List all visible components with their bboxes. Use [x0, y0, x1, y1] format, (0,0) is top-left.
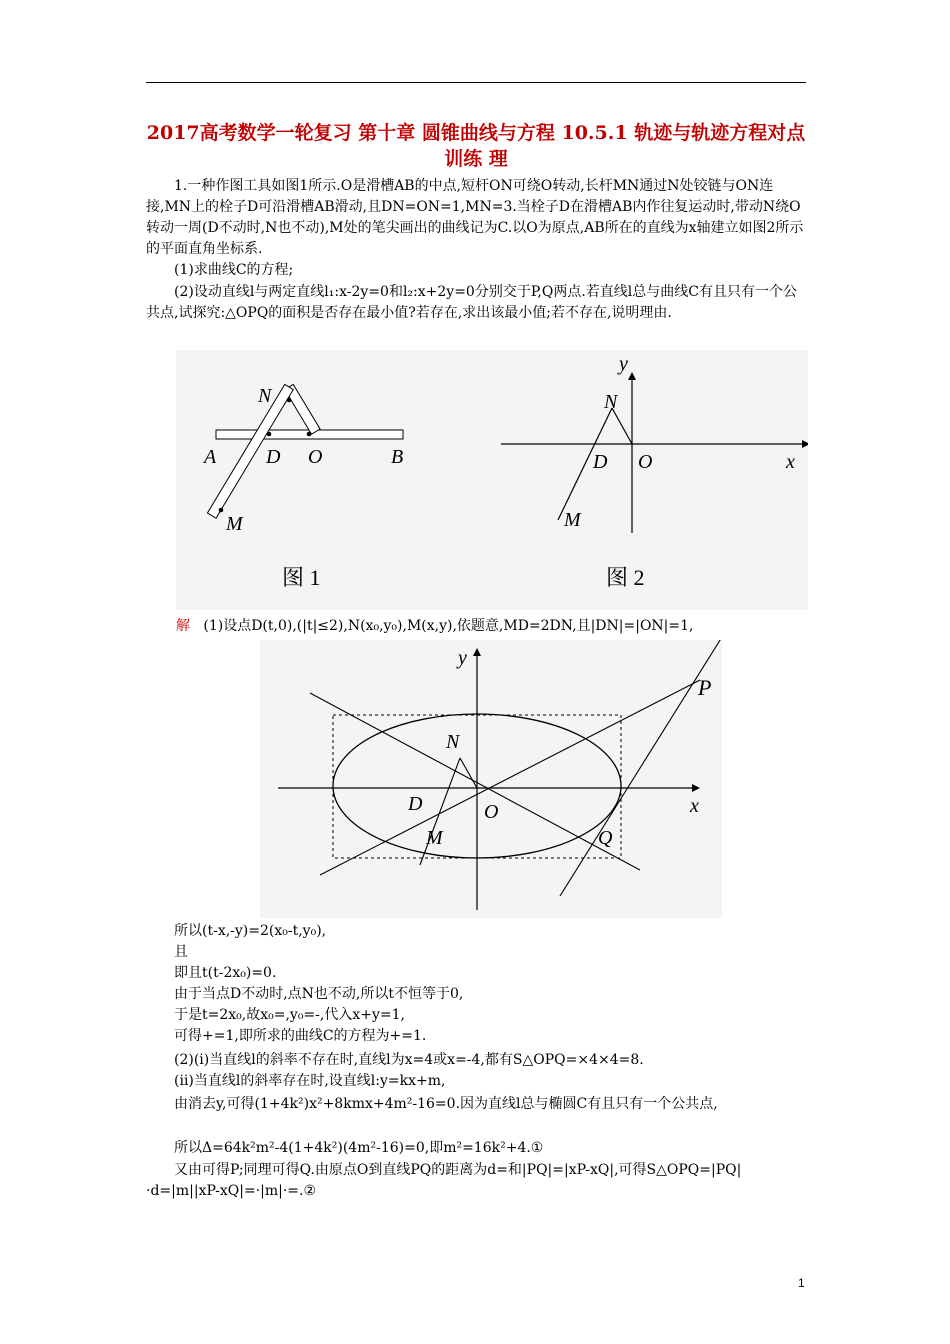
- solution-line-1: (1)设点D(t,0),(|t|≤2),N(x₀,y₀),M(x,y),依题意,MD=2DN,且|DN|=|ON|=1,: [203, 618, 694, 634]
- figure-3: [260, 640, 722, 918]
- solution-line: (ⅱ)当直线l的斜率存在时,设直线l:y=kx+m,: [174, 1073, 446, 1089]
- solution-line: 所以Δ=64k²m²-4(1+4k²)(4m²-16)=0,即m²=16k²+4.①: [174, 1140, 544, 1156]
- question-1: (1)求曲线C的方程;: [174, 262, 294, 278]
- label-O: O: [484, 801, 499, 823]
- label-N: N: [446, 731, 460, 753]
- page-number: 1: [798, 1276, 805, 1290]
- label-M: M: [426, 827, 443, 849]
- figure-1-caption: 图 1: [282, 565, 321, 590]
- solution-line: 且: [174, 944, 188, 960]
- label-B: B: [391, 446, 404, 468]
- solution-line: 可得+=1,即所求的曲线C的方程为+=1.: [174, 1028, 427, 1044]
- pivot-N-dot: [287, 398, 292, 403]
- label-N: N: [604, 391, 618, 413]
- figure-3-background: [260, 640, 722, 918]
- label-x: x: [690, 795, 699, 817]
- label-O: O: [308, 446, 323, 468]
- label-O: O: [638, 451, 653, 473]
- question-2: (2)设动直线l与两定直线l₁:x-2y=0和l₂:x+2y=0分别交于P,Q两点.若直线l总与曲线C有且只有一个公共点,试探究:△OPQ的面积是否存在最小值?若存在,求出该最小值;若不存在,说明理由.: [146, 284, 797, 321]
- label-M: M: [564, 509, 581, 531]
- label-y: y: [458, 647, 467, 669]
- label-N: N: [258, 385, 272, 407]
- page-title: 2017高考数学一轮复习 第十章 圆锥曲线与方程 10.5.1 轨迹与轨迹方程对点训练 理: [146, 122, 806, 170]
- pin-D-dot: [267, 432, 272, 437]
- solution-line: 于是t=2x₀,故x₀=,y₀=-,代入x+y=1,: [174, 1007, 405, 1023]
- pen-M-dot: [219, 508, 224, 513]
- pivot-O-dot: [307, 432, 312, 437]
- solution-line: 又由可得P;同理可得Q.由原点O到直线PQ的距离为d=和|PQ|=|xP-xQ|,可得S△OPQ=|PQ|·d=|m||xP-xQ|=·|m|·=.②: [146, 1162, 742, 1199]
- label-P: P: [698, 675, 712, 700]
- problem-intro: 1.一种作图工具如图1所示.O是滑槽AB的中点,短杆ON可绕O转动,长杆MN通过N处铰链与ON连接,MN上的栓子D可沿滑槽AB滑动,且DN=ON=1,MN=3.当栓子D在滑槽AB内作往复运动时,带动N绕O转动一周(D不动时,N也不动),M处的笔尖画出的曲线记为C.以O为原点,AB所在的直线为x轴建立如图2所示的平面直角坐标系.: [146, 178, 804, 257]
- figure-2-caption: 图 2: [606, 565, 645, 590]
- solution-line: 由于当点D不动时,点N也不动,所以t不恒等于0,: [174, 986, 464, 1002]
- label-x: x: [786, 451, 795, 473]
- solution-line: (2)(ⅰ)当直线l的斜率不存在时,直线l为x=4或x=-4,都有S△OPQ=×4×4=8.: [174, 1052, 644, 1068]
- solution-first-line: [176, 616, 812, 637]
- label-M: M: [226, 513, 243, 535]
- solution-line: 所以(t-x,-y)=2(x₀-t,y₀),: [174, 923, 327, 939]
- label-D: D: [408, 793, 423, 815]
- figures-1-2: [176, 350, 808, 610]
- solution-line: 即且t(t-2x₀)=0.: [174, 965, 277, 981]
- label-Q: Q: [598, 827, 613, 849]
- label-D: D: [593, 451, 608, 473]
- solution-line: 由消去y,可得(1+4k²)x²+8kmx+4m²-16=0.因为直线l总与椭圆C有且只有一个公共点,: [174, 1096, 718, 1112]
- solution-label: 解: [176, 618, 190, 634]
- label-A: A: [204, 446, 217, 468]
- label-D: D: [266, 446, 281, 468]
- header-rule: [146, 82, 806, 83]
- label-y: y: [619, 353, 628, 375]
